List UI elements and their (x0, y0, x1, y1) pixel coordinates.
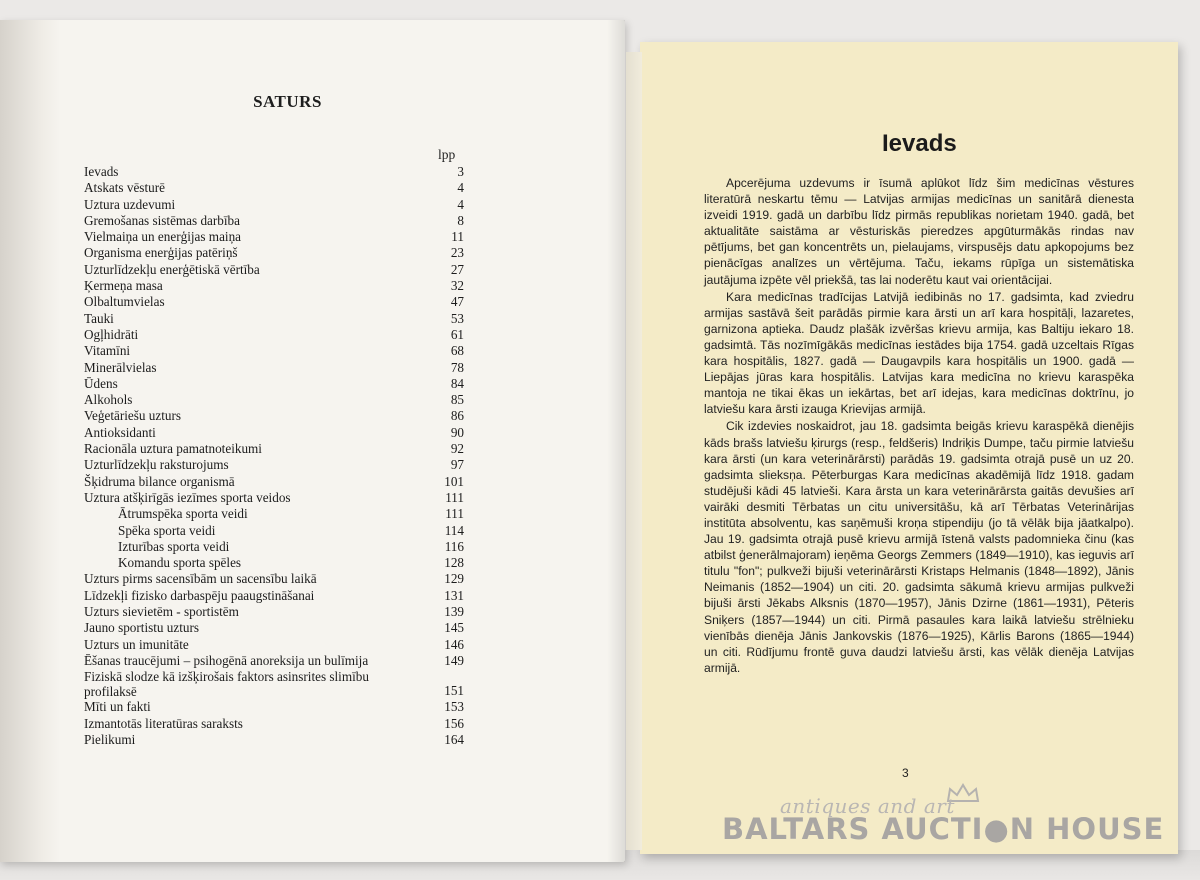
toc-entry (84, 229, 464, 245)
toc-entry-label: Ūdens (84, 375, 118, 391)
contents-title: SATURS (253, 92, 322, 111)
page-edge (626, 52, 642, 850)
toc-entry-label: Atskats vēsturē (84, 180, 165, 196)
toc-entry-page: 68 (450, 343, 464, 359)
toc-entry-label: Uzturlīdzekļu enerģētiskā vērtība (84, 261, 260, 277)
toc-entry (84, 571, 464, 587)
toc-entry-page: 156 (444, 715, 464, 731)
toc-entry (84, 653, 464, 669)
toc-entry (84, 245, 464, 261)
toc-entry (84, 490, 464, 506)
toc-entry-label: Tauki (84, 310, 114, 326)
toc-entry-label: Uzturs sievietēm - sportistēm (84, 604, 239, 620)
toc-entry (84, 408, 464, 424)
toc-entry (84, 637, 464, 653)
toc-entry-label: Vielmaiņa un enerģijas maiņa (84, 229, 242, 245)
book-gutter (607, 20, 625, 862)
table-of-contents (84, 164, 464, 748)
left-page-contents (0, 20, 625, 862)
toc-entry-page: 145 (444, 620, 464, 636)
toc-entry-label: Racionāla uztura pamatnoteikumi (84, 441, 262, 457)
toc-entry-label: Šķidruma bilance organismā (84, 473, 235, 489)
watermark-tagline: antiques and art (780, 794, 955, 818)
toc-entry-page: 101 (444, 473, 464, 489)
toc-entry (84, 376, 464, 392)
toc-entry-page: 85 (450, 392, 464, 408)
toc-entry (84, 604, 464, 620)
toc-entry-label: Vitamīni (84, 343, 131, 359)
toc-entry-page: 90 (450, 424, 464, 440)
toc-entry-label: Uzturs pirms sacensībām un sacensību laikā (84, 571, 317, 587)
toc-entry-page: 149 (444, 652, 464, 668)
toc-entry-page: 4 (457, 180, 464, 196)
toc-entry-label: Ēšanas traucējumi – psihogēnā anoreksija un bulīmija (84, 652, 369, 668)
toc-entry-label: Ātrumspēka sporta veidi (118, 506, 248, 522)
toc-entry-label: Alkohols (84, 392, 133, 408)
toc-entry-page: 111 (445, 489, 464, 505)
toc-entry-label: Fiziskā slodze kā izšķirošais faktors asinsrites slimību profilaksē (84, 669, 369, 700)
toc-entry-label: Uzturs un imunitāte (84, 636, 189, 652)
toc-entry (84, 311, 464, 327)
toc-entry (84, 555, 464, 571)
toc-entry-page: 61 (450, 326, 464, 342)
toc-entry (84, 262, 464, 278)
toc-entry-page: 116 (444, 538, 464, 554)
toc-entry (84, 180, 464, 196)
toc-entry-page: 4 (457, 196, 464, 212)
toc-entry-label: Veģetāriešu uzturs (84, 408, 182, 424)
toc-entry-label: Gremošanas sistēmas darbība (84, 212, 241, 228)
toc-entry-label: Mīti un fakti (84, 699, 151, 715)
toc-entry-label: Pielikumi (84, 731, 136, 747)
toc-entry-page: 153 (444, 699, 464, 715)
toc-entry (84, 213, 464, 229)
toc-entry (84, 716, 464, 732)
toc-entry-label: Ķermeņa masa (84, 278, 163, 294)
toc-entry-page: 11 (451, 229, 464, 245)
watermark-brand: BALTARS AUCTI●N HOUSE (722, 812, 1165, 846)
toc-entry (84, 539, 464, 555)
toc-entry-label: Spēka sporta veidi (118, 522, 216, 538)
toc-entry (84, 294, 464, 310)
toc-entry (84, 588, 464, 604)
toc-entry-page: 129 (444, 571, 464, 587)
toc-entry-page: 27 (450, 261, 464, 277)
toc-entry-label: Ogļhidrāti (84, 326, 139, 342)
toc-entry (84, 343, 464, 359)
toc-entry-label: Ievads (84, 164, 119, 179)
page-number: 3 (902, 766, 909, 780)
toc-entry (84, 523, 464, 539)
introduction-text (704, 175, 1134, 677)
toc-entry-label: Olbaltumvielas (84, 294, 165, 310)
paragraph: Kara medicīnas tradīcijas Latvijā iedibinās no 17. gadsimta, kad zviedru armijas sastāvā šeit parādās pirmie kara ārsti un arī kara hospitāļi, lazaretes, garnizona aptieka. Daudz plašāk izvēršas krievu armija, kas Baltiju iekaro 18. gadsimtā. Tās nozīmīgākās medicīnas iestādes bija 1754. gadā uzceltais Rīgas kara hospitālis, 1827. gadā — Daugavpils kara hospitālis un 1900. gadā — Liepājas jūras kara hospitālis. Latvijas kara medicīna no krievu karaspēka mantoja ne tikai ēkas un iekārtas, bet arī idejas, kara medicīnas doktrīnu, jo latviešu kara ārsti izauga Krievijas armijā. (704, 289, 1134, 417)
toc-entry (84, 327, 464, 343)
toc-entry-page: 111 (445, 506, 464, 522)
toc-entry-label: Uztura uzdevumi (84, 196, 176, 212)
toc-entry-label: Minerālvielas (84, 359, 157, 375)
toc-entry (84, 441, 464, 457)
toc-entry-page: 97 (450, 457, 464, 473)
toc-entry-page: 146 (444, 636, 464, 652)
toc-entry (84, 669, 464, 699)
toc-entry (84, 506, 464, 522)
toc-entry (84, 457, 464, 473)
introduction-title: Ievads (882, 130, 957, 157)
toc-entry-page: 23 (450, 245, 464, 261)
page-fold (0, 20, 60, 862)
toc-entry (84, 425, 464, 441)
toc-entry-label: Organisma enerģijas patēriņš (84, 245, 238, 261)
paragraph: Apcerējuma uzdevums ir īsumā aplūkot līdz šim medicīnas vēstures literatūrā neskartu tēmu — Latvijas armijas medicīnas un sanitārā dienesta izveidi 1919. gadā un darbību līdz pirmās republikas norietam 1940. gadā, bet aktualitāte saistāma ar vēsturiskās pieredzes apgūturmākās rindas nav pētījums, bet gan koncentrēts un, pielaujams, virspusējs datu apkopojums bez pienācīgas analīzes un vērtējuma. Taču, iekams rūpīga un sistemātiska jautājuma izpēte vēl priekšā, tas lai noderētu kaut vai orientācijai. (704, 176, 1134, 287)
toc-entry-label: Jauno sportistu uzturs (84, 620, 200, 636)
toc-entry-page: 128 (444, 555, 464, 571)
toc-entry-page: 32 (450, 278, 464, 294)
toc-entry-label: Uzturlīdzekļu raksturojums (84, 457, 229, 473)
toc-entry-label: Komandu sporta spēles (118, 555, 242, 571)
toc-entry-label: Izmantotās literatūras saraksts (84, 715, 243, 731)
toc-entry-page: 164 (444, 731, 464, 747)
toc-entry (84, 360, 464, 376)
toc-entry-label: Uztura atšķirīgās iezīmes sporta veidos (84, 489, 291, 505)
toc-entry (84, 392, 464, 408)
toc-entry-page: 84 (450, 375, 464, 391)
toc-entry (84, 197, 464, 213)
paragraph: Cik izdevies noskaidrot, jau 18. gadsimta beigās krievu karaspēkā dienējis kāds brašs latviešu ķirurgs (resp., feldšeris) Indriķis Dumpe, taču pirmie latviešu kara ārsti (un kara veterinārārsti) parādās 19. gadsimta otrajā pusē un uz 20. gadsimta slieksņa. Pēterburgas Kara medicīnas akadēmijā līdz 1918. gadam studējuši kādi 45 latvieši. Kara ārsta un kara veterinārārsta gaitās devušies arī vairāki desmiti Tērbatas un citu universitāšu, kā arī Tērbatas Veterinārijas institūta absolventu, kas saņēmuši kroņa stipendiju (jo tā vēlāk bija jāatkalpo). Jau 19. gadsimta otrajā pusē krievu armijā īstenā valsts padomnieka činu (kas atbilst ģenerālmajoram) ieņēma Georgs Zemmers (1849—1910), kas ieguvis arī titulu "fon"; pulkveži bijuši veterinārārsti Kristaps Helmanis (1848—1892), Jānis Neimanis (1852—1904) un citi. 20. gadsimta sākumā krievu armijas pulkveži bijuši ārsti Jēkabs Alksnis (1870—1957), Jānis Dzirne (1861—1931), Pēteris Sniķers (1857—1944) un citi. Pirmā pasaules kara laikā latviešu strēlnieku vienībās dienēja Jānis Jankovskis (1876—1925), Kārlis Barons (1865—1944) un citi. Rūdījumu frontē guva daudzi latviešu ārsti, kas vēlāk dienēja Latvijas armijā. (704, 419, 1134, 675)
toc-entry (84, 474, 464, 490)
toc-entry (84, 164, 464, 180)
toc-entry-page: 86 (450, 408, 464, 424)
toc-entry-page: 78 (450, 359, 464, 375)
toc-entry (84, 278, 464, 294)
toc-entry (84, 699, 464, 715)
right-page-introduction (640, 42, 1178, 854)
toc-entry-page: 47 (450, 294, 464, 310)
toc-entry (84, 620, 464, 636)
toc-entry (84, 732, 464, 748)
toc-entry-page: 131 (444, 587, 464, 603)
toc-entry-page: 92 (450, 441, 464, 457)
toc-entry-page: 53 (450, 310, 464, 326)
toc-entry-page: 139 (444, 604, 464, 620)
toc-entry-label: Līdzekļi fizisko darbaspēju paaugstināšanai (84, 587, 315, 603)
page-column-label: lpp (438, 147, 456, 162)
toc-entry-label: Antioksidanti (84, 424, 156, 440)
toc-entry-page: 8 (457, 212, 464, 228)
toc-entry-label: Izturības sporta veidi (118, 538, 230, 554)
toc-entry-page: 151 (444, 683, 464, 699)
toc-entry-page: 114 (444, 522, 464, 538)
toc-entry-page: 3 (457, 164, 464, 179)
